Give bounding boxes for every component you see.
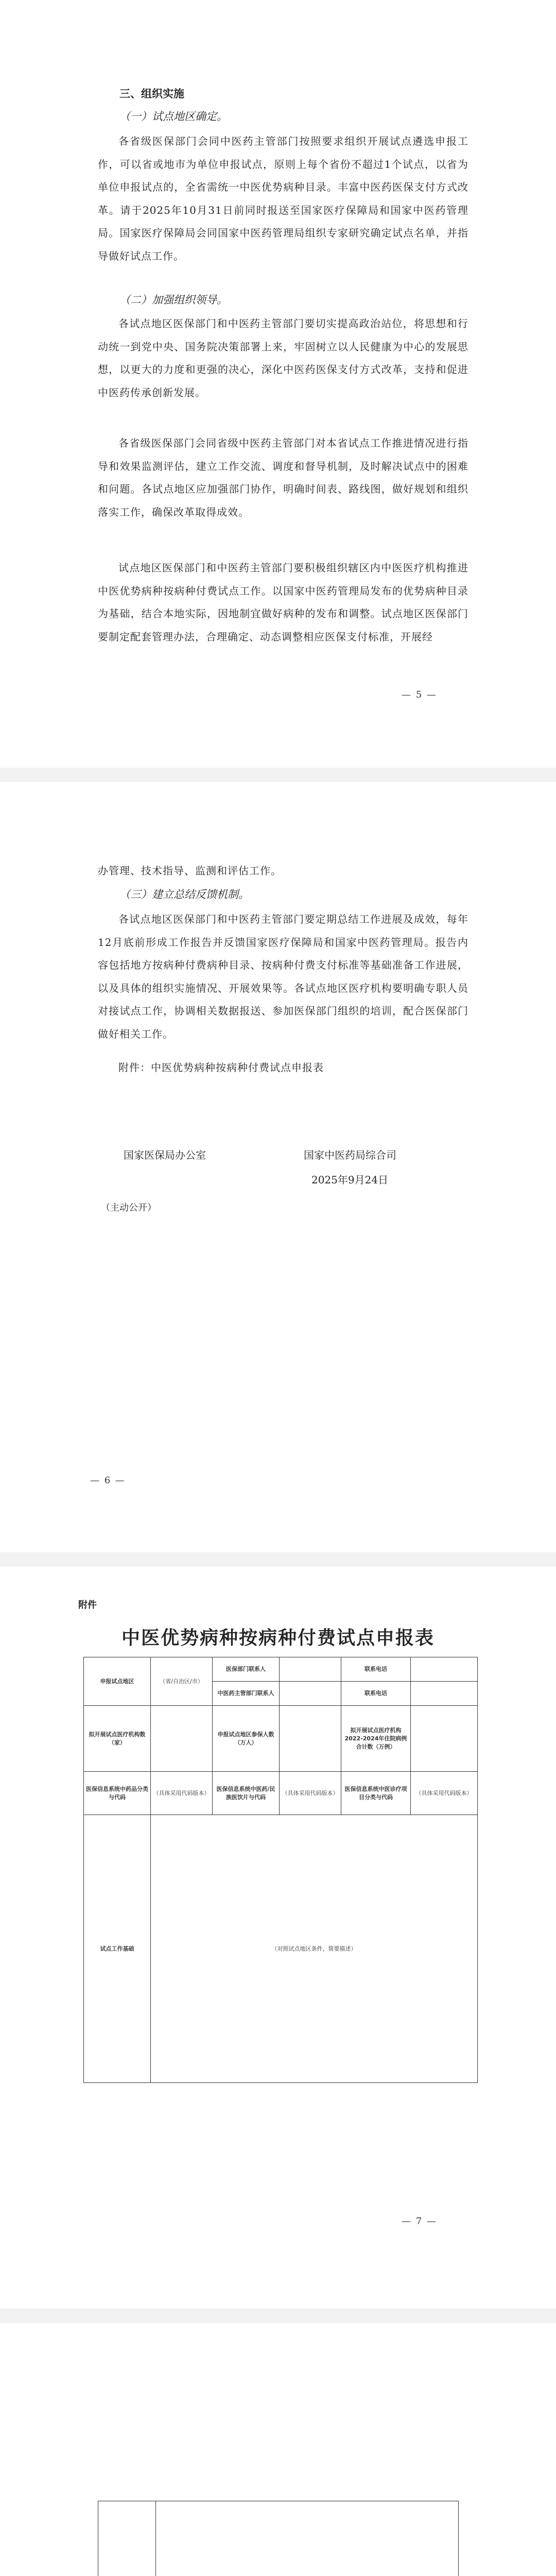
document-page-6 xyxy=(0,782,556,1552)
label-tcm-contact: 中医药主管部门联系人 xyxy=(213,1682,280,1706)
section-heading-implementation: 三、组织实施 xyxy=(119,88,184,100)
label-drug-code: 医保信息系统中药品分类与代码 xyxy=(84,1772,151,1815)
document-page-8 xyxy=(0,2323,556,2576)
page-separator xyxy=(0,2309,556,2323)
label-pilot-area: 申报试点地区 xyxy=(84,1657,151,1706)
page-number: — 6 — xyxy=(90,1475,126,1486)
form-title: 中医优势病种按病种付费试点申报表 xyxy=(121,1627,435,1649)
value-herb-code: （具体采用代码版本） xyxy=(280,1772,341,1815)
document-page-5 xyxy=(0,0,556,768)
paragraph-continuation: 办管理、技术指导、监测和评估工作。 xyxy=(98,865,282,877)
application-form-table-continued xyxy=(98,2501,459,2576)
document-page-7 xyxy=(0,1567,556,2309)
paragraph-provincial-guidance: 各省级医保部门会同省级中医药主管部门对本省试点工作推进情况进行指导和效果监测评估，建立工作交流、调度和督导机制，及时解决试点中的困难和问题。各试点地区应加强部门协作，明确时间表、路线图，做好规划和组织落实工作，确保改革取得成效。 xyxy=(98,437,468,518)
paragraph-leadership: 各试点地区医保部门和中医药主管部门要切实提高政治站位，将思想和行动统一到党中央、国务院决策部署上来，牢固树立以人民健康为中心的发展思想，以更大的力度和更强的决心，深化中医药医保支付方式改革，支持和促进中医药传承创新发展。 xyxy=(98,317,468,399)
value-tcm-contact xyxy=(280,1682,341,1706)
page-separator xyxy=(0,1552,556,1567)
label-case-count: 拟开展试点医疗机构2022-2024年住院病例合计数（万例） xyxy=(341,1706,411,1772)
paragraph-pilot-selection: 各省级医保部门会同中医药主管部门按照要求组织开展试点遴选申报工作，可以省或地市为单位申报试点，原则上每个省份不超过1个试点，以省为单位申报试点的，全省需统一中医优势病种目录。丰富中医药医保支付方式改革。请于2025年10月31日前同时报送至国家医疗保障局和国家中医药管理局。国家医疗保障局会同国家中医药管理局组织专家研究确定试点名单，并指导做好试点工作。 xyxy=(98,135,468,262)
value-phone-2 xyxy=(411,1682,478,1706)
attachment-note: 附件：中医优势病种按病种付费试点申报表 xyxy=(118,1061,324,1074)
value-pilot-area: （省/自治区/市） xyxy=(151,1657,213,1706)
label-phone-2: 联系电话 xyxy=(341,1682,411,1706)
label-pilot-basis: 试点工作基础 xyxy=(84,1815,151,2083)
attachment-label: 附件 xyxy=(78,1600,97,1611)
value-tcm-treatment-code: （具体采用代码版本） xyxy=(411,1772,478,1815)
value-drug-code: （具体采用代码版本） xyxy=(151,1772,213,1815)
label-insured-count: 申报试点地区参保人数（万人） xyxy=(213,1706,280,1772)
signature-org-nhsa: 国家医保局办公室 xyxy=(124,1149,206,1161)
label-tcm-treatment-code: 医保信息系统中医诊疗项目分类与代码 xyxy=(341,1772,411,1815)
subheading-leadership: （二）加强组织领导。 xyxy=(119,294,228,306)
label-phone-1: 联系电话 xyxy=(341,1657,411,1682)
label-pilot-plan xyxy=(98,2501,156,2576)
subheading-feedback: （三）建立总结反馈机制。 xyxy=(119,888,249,901)
signature-org-natcm: 国家中医药局综合司 xyxy=(304,1149,396,1161)
label-hospital-count: 拟开展试点医疗机构数（家） xyxy=(84,1706,151,1772)
paragraph-feedback: 各试点地区医保部门和中医药主管部门要定期总结工作进展及成效，每年12月底前形成工作报告并反馈国家医疗保障局和国家中医药管理局。报告内容包括地方按病种付费病种目录、按病种付费支付标准等基础准备工作进展，以及具体的组织实施情况、开展效果等。各试点地区医疗机构要明确专职人员对接试点工作，协调相关数据报送、参加医保部门组织的培训，配合医保部门做好相关工作。 xyxy=(98,913,468,1040)
value-insured-count xyxy=(280,1706,341,1772)
value-pilot-basis: （对照试点地区条件，简要描述） xyxy=(151,1815,478,2083)
value-hospital-count xyxy=(151,1706,213,1772)
value-case-count xyxy=(411,1706,478,1772)
value-phone-1 xyxy=(411,1657,478,1682)
paragraph-pilot-implementation: 试点地区医保部门和中医药主管部门要积极组织辖区内中医医疗机构推进中医优势病种按病种付费试点工作。以国家中医药管理局发布的优势病种目录为基础，结合本地实际，因地制宜做好病种的发布和调整。试点地区医保部门要制定配套管理办法，合理确定、动态调整相应医保支付标准，开展经 xyxy=(98,562,468,643)
value-pilot-plan xyxy=(156,2501,459,2576)
issue-date: 2025年9月24日 xyxy=(311,1174,389,1186)
label-herb-code: 医保信息系统中医药/民族医饮片与代码 xyxy=(213,1772,280,1815)
page-number: — 5 — xyxy=(402,689,437,700)
label-insurance-contact: 医保部门联系人 xyxy=(213,1657,280,1682)
page-number: — 7 — xyxy=(402,2216,437,2227)
value-insurance-contact xyxy=(280,1657,341,1682)
public-notice: （主动公开） xyxy=(101,1202,157,1213)
application-form-table xyxy=(83,1657,478,2083)
page-separator xyxy=(0,768,556,782)
subheading-pilot-areas: （一）试点地区确定。 xyxy=(119,110,228,123)
